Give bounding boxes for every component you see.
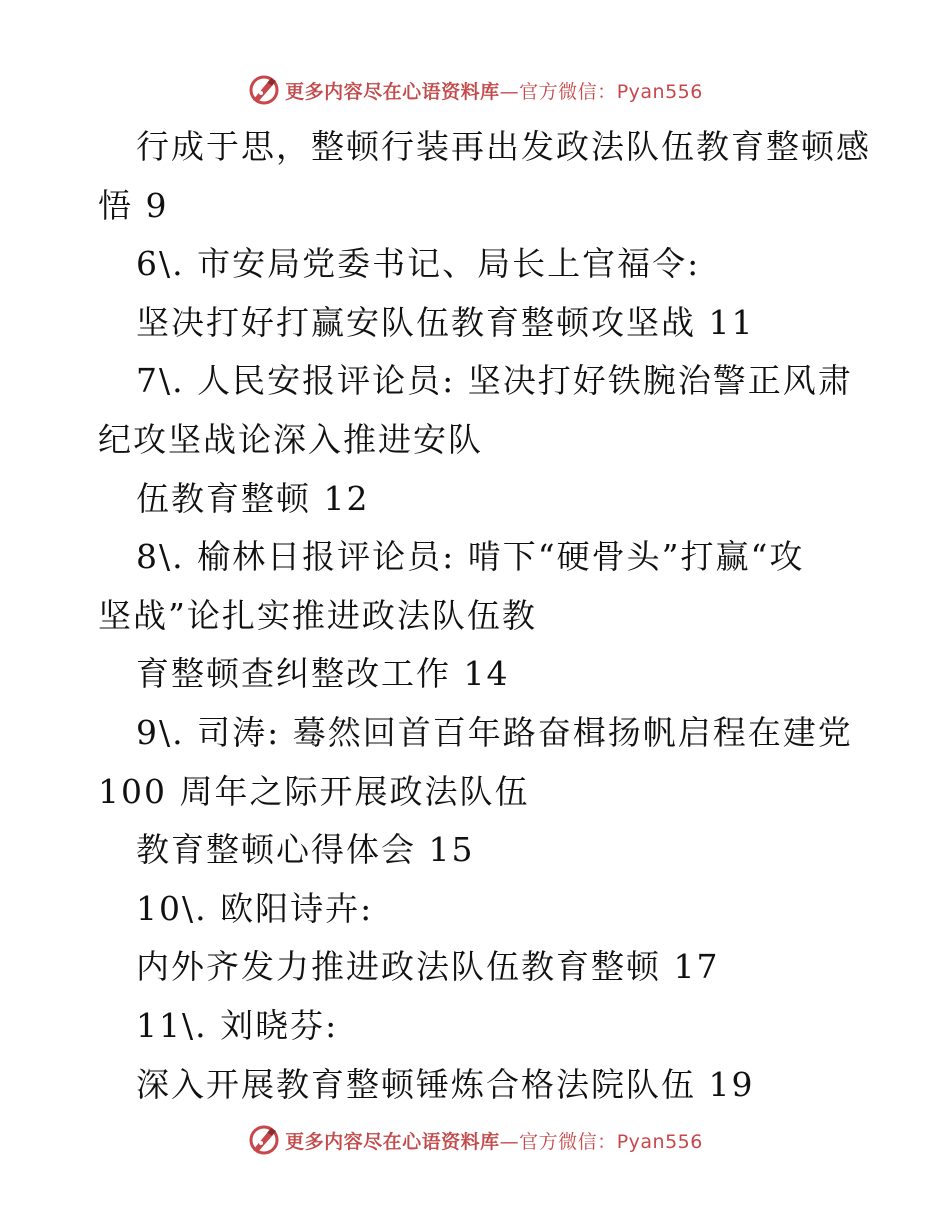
toc-line: 10\. 欧阳诗卉:: [136, 888, 374, 928]
toc-line: 教育整顿心得体会 15: [136, 830, 475, 870]
toc-content: [98, 118, 871, 1114]
watermark-main: 更多内容尽在心语资料库: [285, 1130, 500, 1153]
toc-line: 行成于思，整顿行装再出发政法队伍教育整顿感: [136, 127, 871, 166]
toc-line: 纪攻坚战论深入推进安队: [98, 419, 483, 459]
pen-logo-icon: [247, 1123, 281, 1157]
toc-line: 6\. 市安局党委书记、局长上官福令:: [136, 244, 701, 284]
toc-line: 育整顿查纠整改工作 14: [136, 654, 510, 694]
pen-logo-icon: [247, 73, 281, 107]
watermark-text: [285, 1127, 703, 1154]
header-watermark: [0, 70, 950, 110]
watermark-main: 更多内容尽在心语资料库: [285, 80, 500, 103]
watermark-id: Pyan556: [616, 80, 703, 103]
watermark-official: 官方微信：: [519, 80, 617, 103]
watermark-id: Pyan556: [616, 1130, 703, 1153]
footer-watermark: [0, 1120, 950, 1160]
toc-line: 9\. 司涛: 蓦然回首百年路奋楫扬帆启程在建党: [136, 712, 853, 752]
toc-line: 内外齐发力推进政法队伍教育整顿 17: [136, 947, 720, 987]
watermark-official: 官方微信：: [519, 1130, 617, 1153]
toc-line: 100 周年之际开展政法队伍: [98, 771, 530, 811]
toc-line: 坚战”论扎实推进政法队伍教: [98, 595, 537, 635]
watermark-dash: —: [499, 1130, 520, 1153]
toc-line: 11\. 刘晓芬:: [136, 1005, 339, 1045]
toc-line: 伍教育整顿 12: [136, 478, 370, 518]
toc-line: 7\. 人民安报评论员: 坚决打好铁腕治警正风肃: [136, 361, 853, 401]
watermark-dash: —: [499, 80, 520, 103]
watermark-text: [285, 77, 703, 104]
toc-line: 坚决打好打赢安队伍教育整顿攻坚战 11: [136, 302, 755, 342]
toc-line: 悟 9: [98, 185, 169, 225]
toc-line: 深入开展教育整顿锤炼合格法院队伍 19: [136, 1064, 755, 1104]
toc-line: 8\. 榆林日报评论员: 啃下“硬骨头”打赢“攻: [136, 537, 805, 577]
